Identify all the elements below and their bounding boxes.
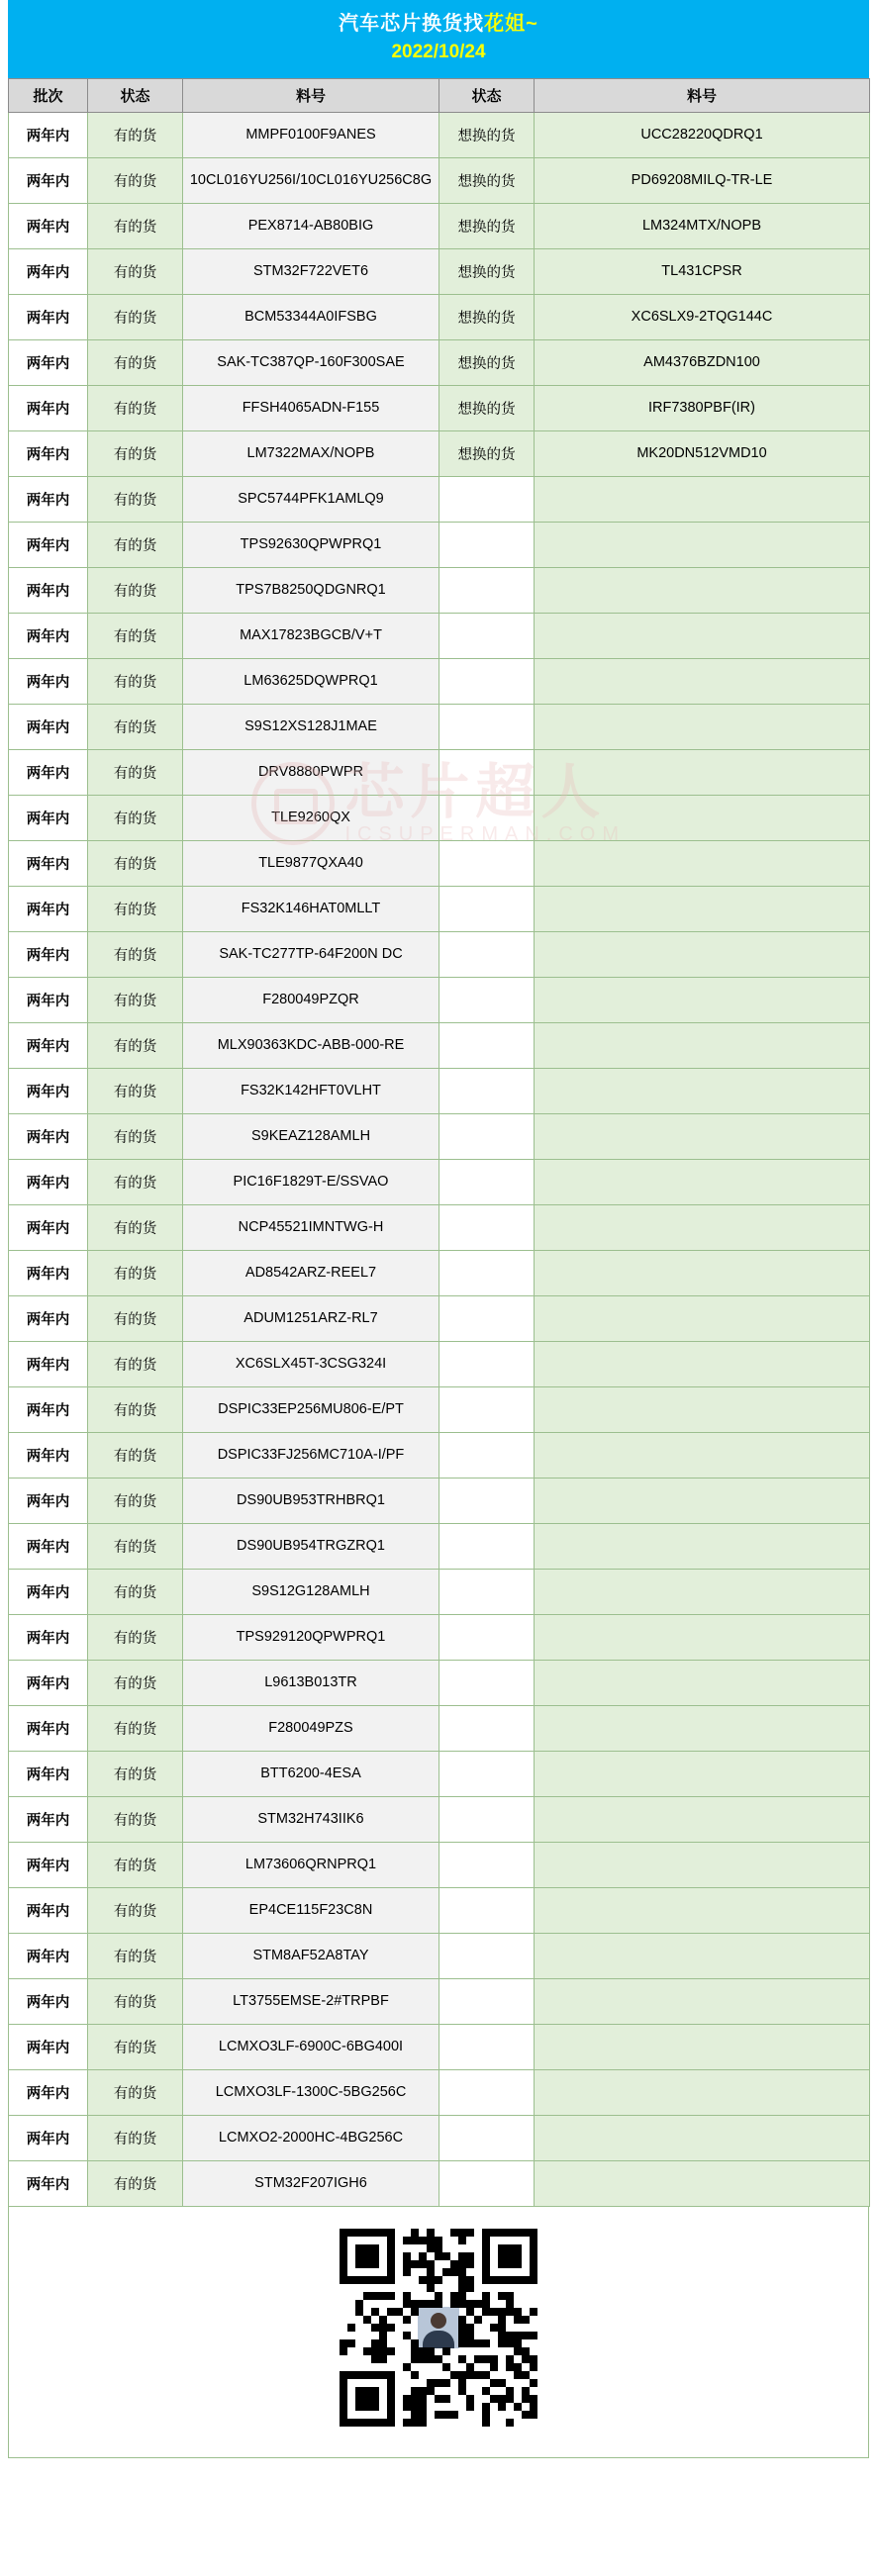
cell-part-2 [535, 1295, 870, 1341]
cell-state: 有的货 [88, 2069, 183, 2115]
cell-state: 有的货 [88, 385, 183, 430]
table-row [9, 1250, 870, 1295]
cell-batch: 两年内 [9, 1022, 88, 1068]
table-row [9, 2024, 870, 2069]
cell-part: SAK-TC387QP-160F300SAE [183, 339, 439, 385]
cell-part: F280049PZQR [183, 977, 439, 1022]
cell-state-2 [439, 1978, 535, 2024]
cell-state-2 [439, 658, 535, 704]
table-row [9, 112, 870, 157]
cell-batch: 两年内 [9, 294, 88, 339]
cell-part-2 [535, 749, 870, 795]
cell-state-2 [439, 476, 535, 522]
cell-state: 有的货 [88, 1569, 183, 1614]
cell-state: 有的货 [88, 977, 183, 1022]
inventory-table [8, 78, 870, 2207]
cell-part: F280049PZS [183, 1705, 439, 1751]
table-row [9, 1705, 870, 1751]
cell-state: 有的货 [88, 795, 183, 840]
qr-code[interactable] [340, 2229, 537, 2427]
cell-batch: 两年内 [9, 1478, 88, 1523]
column-header-state: 状态 [88, 78, 183, 112]
table-row [9, 1660, 870, 1705]
cell-part-2 [535, 2160, 870, 2206]
cell-part-2 [535, 1887, 870, 1933]
cell-state: 有的货 [88, 476, 183, 522]
cell-batch: 两年内 [9, 112, 88, 157]
cell-part-2 [535, 1842, 870, 1887]
cell-state-2 [439, 704, 535, 749]
cell-batch: 两年内 [9, 749, 88, 795]
cell-batch: 两年内 [9, 1569, 88, 1614]
cell-batch: 两年内 [9, 1842, 88, 1887]
cell-state-2: 想换的货 [439, 339, 535, 385]
cell-part-2 [535, 931, 870, 977]
cell-part-2: IRF7380PBF(IR) [535, 385, 870, 430]
cell-state: 有的货 [88, 1341, 183, 1386]
cell-part: DRV8880PWPR [183, 749, 439, 795]
cell-part: LM63625DQWPRQ1 [183, 658, 439, 704]
cell-state: 有的货 [88, 704, 183, 749]
table-body [9, 112, 870, 2206]
cell-part: DSPIC33EP256MU806-E/PT [183, 1386, 439, 1432]
cell-part: NCP45521IMNTWG-H [183, 1204, 439, 1250]
cell-state: 有的货 [88, 248, 183, 294]
cell-part: S9S12G128AMLH [183, 1569, 439, 1614]
cell-state: 有的货 [88, 1159, 183, 1204]
table-row [9, 1523, 870, 1569]
cell-batch: 两年内 [9, 1614, 88, 1660]
cell-batch: 两年内 [9, 840, 88, 886]
header-title [8, 10, 869, 39]
table-row [9, 339, 870, 385]
cell-part-2 [535, 1068, 870, 1113]
cell-batch: 两年内 [9, 1432, 88, 1478]
cell-batch: 两年内 [9, 1341, 88, 1386]
table-row [9, 476, 870, 522]
table-wrapper [8, 78, 869, 2207]
cell-part: L9613B013TR [183, 1660, 439, 1705]
header-date: 2022/10/24 [391, 42, 486, 62]
cell-part: MAX17823BGCB/V+T [183, 613, 439, 658]
footer-qr-section [8, 2207, 869, 2458]
cell-state: 有的货 [88, 931, 183, 977]
table-row [9, 1341, 870, 1386]
cell-state-2: 想换的货 [439, 157, 535, 203]
cell-part-2 [535, 1204, 870, 1250]
cell-part-2: TL431CPSR [535, 248, 870, 294]
cell-batch: 两年内 [9, 2024, 88, 2069]
cell-state-2 [439, 567, 535, 613]
cell-state-2 [439, 2069, 535, 2115]
table-row [9, 1978, 870, 2024]
cell-batch: 两年内 [9, 522, 88, 567]
cell-state: 有的货 [88, 1614, 183, 1660]
cell-part: LM73606QRNPRQ1 [183, 1842, 439, 1887]
cell-batch: 两年内 [9, 795, 88, 840]
cell-state-2 [439, 931, 535, 977]
cell-state: 有的货 [88, 1887, 183, 1933]
table-row [9, 613, 870, 658]
cell-part-2 [535, 522, 870, 567]
cell-batch: 两年内 [9, 476, 88, 522]
cell-state-2 [439, 886, 535, 931]
cell-batch: 两年内 [9, 1751, 88, 1796]
cell-state: 有的货 [88, 1705, 183, 1751]
table-row [9, 1386, 870, 1432]
cell-batch: 两年内 [9, 203, 88, 248]
cell-batch: 两年内 [9, 1933, 88, 1978]
cell-state-2 [439, 1523, 535, 1569]
cell-state-2 [439, 1113, 535, 1159]
cell-batch: 两年内 [9, 157, 88, 203]
cell-part: BCM53344A0IFSBG [183, 294, 439, 339]
cell-part: DS90UB954TRGZRQ1 [183, 1523, 439, 1569]
table-row [9, 248, 870, 294]
cell-state: 有的货 [88, 1978, 183, 2024]
cell-state: 有的货 [88, 1660, 183, 1705]
cell-part-2 [535, 1933, 870, 1978]
cell-state-2 [439, 1660, 535, 1705]
cell-state-2 [439, 1250, 535, 1295]
cell-part-2 [535, 1159, 870, 1204]
cell-state-2 [439, 1432, 535, 1478]
table-row [9, 1614, 870, 1660]
table-row [9, 658, 870, 704]
cell-part: DSPIC33FJ256MC710A-I/PF [183, 1432, 439, 1478]
table-row [9, 203, 870, 248]
cell-part-2 [535, 977, 870, 1022]
cell-state-2 [439, 1842, 535, 1887]
cell-state-2 [439, 1614, 535, 1660]
cell-state-2 [439, 1068, 535, 1113]
cell-part-2: PD69208MILQ-TR-LE [535, 157, 870, 203]
cell-batch: 两年内 [9, 1796, 88, 1842]
cell-state: 有的货 [88, 1842, 183, 1887]
table-row [9, 1432, 870, 1478]
cell-part-2: AM4376BZDN100 [535, 339, 870, 385]
cell-state: 有的货 [88, 1796, 183, 1842]
cell-part: EP4CE115F23C8N [183, 1887, 439, 1933]
table-row [9, 294, 870, 339]
cell-part: STM32F722VET6 [183, 248, 439, 294]
table-row [9, 840, 870, 886]
table-row [9, 1022, 870, 1068]
cell-part-2 [535, 1796, 870, 1842]
cell-part-2: XC6SLX9-2TQG144C [535, 294, 870, 339]
cell-state: 有的货 [88, 157, 183, 203]
cell-state: 有的货 [88, 613, 183, 658]
cell-part-2 [535, 1705, 870, 1751]
cell-batch: 两年内 [9, 1113, 88, 1159]
cell-state-2: 想换的货 [439, 203, 535, 248]
table-row [9, 567, 870, 613]
cell-part: SAK-TC277TP-64F200N DC [183, 931, 439, 977]
cell-part: PIC16F1829T-E/SSVAO [183, 1159, 439, 1204]
cell-part-2 [535, 1614, 870, 1660]
cell-batch: 两年内 [9, 2069, 88, 2115]
cell-batch: 两年内 [9, 1705, 88, 1751]
table-row [9, 2069, 870, 2115]
table-row [9, 2115, 870, 2160]
cell-part: LCMXO3LF-6900C-6BG400I [183, 2024, 439, 2069]
cell-state: 有的货 [88, 1386, 183, 1432]
cell-part: PEX8714-AB80BIG [183, 203, 439, 248]
cell-state: 有的货 [88, 1933, 183, 1978]
table-row [9, 1204, 870, 1250]
table-row [9, 886, 870, 931]
header-title-prefix: 汽车芯片换货找 [339, 13, 485, 35]
cell-state: 有的货 [88, 1751, 183, 1796]
cell-part-2 [535, 840, 870, 886]
cell-part-2 [535, 476, 870, 522]
cell-part: STM8AF52A8TAY [183, 1933, 439, 1978]
cell-part-2: UCC28220QDRQ1 [535, 112, 870, 157]
cell-part-2 [535, 1569, 870, 1614]
cell-state: 有的货 [88, 567, 183, 613]
cell-part-2 [535, 1250, 870, 1295]
cell-part: TLE9877QXA40 [183, 840, 439, 886]
cell-batch: 两年内 [9, 1204, 88, 1250]
cell-batch: 两年内 [9, 931, 88, 977]
cell-state: 有的货 [88, 1523, 183, 1569]
cell-state: 有的货 [88, 1250, 183, 1295]
cell-part-2 [535, 704, 870, 749]
cell-part: SPC5744PFK1AMLQ9 [183, 476, 439, 522]
cell-part: LCMXO2-2000HC-4BG256C [183, 2115, 439, 2160]
cell-part-2 [535, 795, 870, 840]
cell-state-2 [439, 1295, 535, 1341]
header-title-highlight: 花姐~ [484, 13, 538, 35]
cell-part: FS32K142HFT0VLHT [183, 1068, 439, 1113]
cell-part: 10CL016YU256I/10CL016YU256C8G [183, 157, 439, 203]
table-header-row [9, 78, 870, 112]
cell-part: LM7322MAX/NOPB [183, 430, 439, 476]
cell-batch: 两年内 [9, 1978, 88, 2024]
cell-state-2: 想换的货 [439, 248, 535, 294]
cell-part-2 [535, 1386, 870, 1432]
cell-state-2 [439, 1478, 535, 1523]
cell-part: BTT6200-4ESA [183, 1751, 439, 1796]
table-row [9, 1842, 870, 1887]
cell-state: 有的货 [88, 749, 183, 795]
cell-batch: 两年内 [9, 385, 88, 430]
watermark-cn: 芯片超人 [344, 758, 607, 825]
cell-part-2 [535, 1113, 870, 1159]
cell-part-2 [535, 1523, 870, 1569]
cell-part-2 [535, 658, 870, 704]
table-row [9, 157, 870, 203]
cell-batch: 两年内 [9, 339, 88, 385]
cell-state-2 [439, 1386, 535, 1432]
cell-state: 有的货 [88, 1022, 183, 1068]
cell-state-2: 想换的货 [439, 294, 535, 339]
cell-batch: 两年内 [9, 248, 88, 294]
cell-part: LCMXO3LF-1300C-5BG256C [183, 2069, 439, 2115]
cell-state-2 [439, 1022, 535, 1068]
cell-batch: 两年内 [9, 2160, 88, 2206]
cell-part-2 [535, 1751, 870, 1796]
table-row [9, 931, 870, 977]
table-row [9, 704, 870, 749]
table-row [9, 2160, 870, 2206]
cell-part-2 [535, 2069, 870, 2115]
cell-part-2 [535, 613, 870, 658]
table-row [9, 1933, 870, 1978]
cell-state-2 [439, 1341, 535, 1386]
cell-state-2 [439, 1204, 535, 1250]
cell-state-2 [439, 1887, 535, 1933]
cell-part-2 [535, 1978, 870, 2024]
cell-state: 有的货 [88, 1204, 183, 1250]
cell-batch: 两年内 [9, 886, 88, 931]
cell-part: S9S12XS128J1MAE [183, 704, 439, 749]
cell-part: FFSH4065ADN-F155 [183, 385, 439, 430]
cell-state-2: 想换的货 [439, 430, 535, 476]
cell-state-2 [439, 1705, 535, 1751]
cell-state: 有的货 [88, 1432, 183, 1478]
column-header-state-2: 状态 [439, 78, 535, 112]
cell-part: ADUM1251ARZ-RL7 [183, 1295, 439, 1341]
cell-state-2 [439, 613, 535, 658]
cell-state-2 [439, 1569, 535, 1614]
cell-state-2 [439, 522, 535, 567]
cell-state-2 [439, 795, 535, 840]
cell-state-2 [439, 1159, 535, 1204]
cell-batch: 两年内 [9, 977, 88, 1022]
watermark-en: ICSUPERMAN.COM [344, 822, 627, 845]
table-row [9, 749, 870, 795]
table-row [9, 430, 870, 476]
cell-state: 有的货 [88, 339, 183, 385]
cell-state: 有的货 [88, 840, 183, 886]
column-header-part: 料号 [183, 78, 439, 112]
cell-batch: 两年内 [9, 1386, 88, 1432]
cell-part: STM32F207IGH6 [183, 2160, 439, 2206]
table-row [9, 977, 870, 1022]
cell-batch: 两年内 [9, 430, 88, 476]
cell-part-2: LM324MTX/NOPB [535, 203, 870, 248]
qr-avatar [415, 2304, 462, 2351]
cell-batch: 两年内 [9, 613, 88, 658]
table-row [9, 1478, 870, 1523]
column-header-part-2: 料号 [535, 78, 870, 112]
cell-part-2: MK20DN512VMD10 [535, 430, 870, 476]
cell-state: 有的货 [88, 522, 183, 567]
table-row [9, 522, 870, 567]
cell-state: 有的货 [88, 2024, 183, 2069]
table-row [9, 1751, 870, 1796]
cell-state: 有的货 [88, 1295, 183, 1341]
cell-state-2 [439, 2115, 535, 2160]
table-row [9, 1159, 870, 1204]
table-row [9, 1068, 870, 1113]
table-row [9, 1569, 870, 1614]
cell-state-2 [439, 977, 535, 1022]
cell-part-2 [535, 1341, 870, 1386]
cell-state: 有的货 [88, 430, 183, 476]
cell-part: XC6SLX45T-3CSG324I [183, 1341, 439, 1386]
cell-batch: 两年内 [9, 1159, 88, 1204]
cell-state: 有的货 [88, 203, 183, 248]
cell-state: 有的货 [88, 112, 183, 157]
cell-state-2 [439, 2024, 535, 2069]
cell-batch: 两年内 [9, 1523, 88, 1569]
cell-part: TLE9260QX [183, 795, 439, 840]
cell-state: 有的货 [88, 658, 183, 704]
header-banner [8, 0, 869, 78]
cell-part-2 [535, 2024, 870, 2069]
cell-batch: 两年内 [9, 704, 88, 749]
cell-part: LT3755EMSE-2#TRPBF [183, 1978, 439, 2024]
cell-batch: 两年内 [9, 2115, 88, 2160]
cell-batch: 两年内 [9, 1250, 88, 1295]
table-row [9, 1796, 870, 1842]
cell-state: 有的货 [88, 2115, 183, 2160]
cell-state-2 [439, 749, 535, 795]
cell-part-2 [535, 567, 870, 613]
cell-part: STM32H743IIK6 [183, 1796, 439, 1842]
cell-part: FS32K146HAT0MLLT [183, 886, 439, 931]
cell-state-2 [439, 2160, 535, 2206]
cell-part-2 [535, 1022, 870, 1068]
cell-state-2 [439, 1751, 535, 1796]
cell-part: DS90UB953TRHBRQ1 [183, 1478, 439, 1523]
cell-part: TPS929120QPWPRQ1 [183, 1614, 439, 1660]
table-row [9, 385, 870, 430]
cell-state: 有的货 [88, 2160, 183, 2206]
cell-part: MLX90363KDC-ABB-000-RE [183, 1022, 439, 1068]
cell-batch: 两年内 [9, 1295, 88, 1341]
cell-batch: 两年内 [9, 1068, 88, 1113]
cell-state-2: 想换的货 [439, 385, 535, 430]
cell-state-2 [439, 1796, 535, 1842]
cell-part: MMPF0100F9ANES [183, 112, 439, 157]
table-row [9, 1113, 870, 1159]
column-header-batch: 批次 [9, 78, 88, 112]
cell-part: TPS92630QPWPRQ1 [183, 522, 439, 567]
cell-state: 有的货 [88, 1478, 183, 1523]
cell-batch: 两年内 [9, 567, 88, 613]
table-row [9, 1295, 870, 1341]
cell-batch: 两年内 [9, 1660, 88, 1705]
table-row [9, 795, 870, 840]
cell-state: 有的货 [88, 1113, 183, 1159]
cell-batch: 两年内 [9, 1887, 88, 1933]
cell-part-2 [535, 886, 870, 931]
cell-part: TPS7B8250QDGNRQ1 [183, 567, 439, 613]
cell-state-2 [439, 1933, 535, 1978]
cell-part-2 [535, 2115, 870, 2160]
cell-batch: 两年内 [9, 658, 88, 704]
cell-state-2 [439, 840, 535, 886]
cell-part: S9KEAZ128AMLH [183, 1113, 439, 1159]
cell-part: AD8542ARZ-REEL7 [183, 1250, 439, 1295]
table-row [9, 1887, 870, 1933]
cell-state: 有的货 [88, 1068, 183, 1113]
avatar-head [431, 2313, 446, 2329]
cell-part-2 [535, 1660, 870, 1705]
cell-part-2 [535, 1432, 870, 1478]
cell-state-2: 想换的货 [439, 112, 535, 157]
cell-state: 有的货 [88, 886, 183, 931]
cell-state: 有的货 [88, 294, 183, 339]
cell-part-2 [535, 1478, 870, 1523]
